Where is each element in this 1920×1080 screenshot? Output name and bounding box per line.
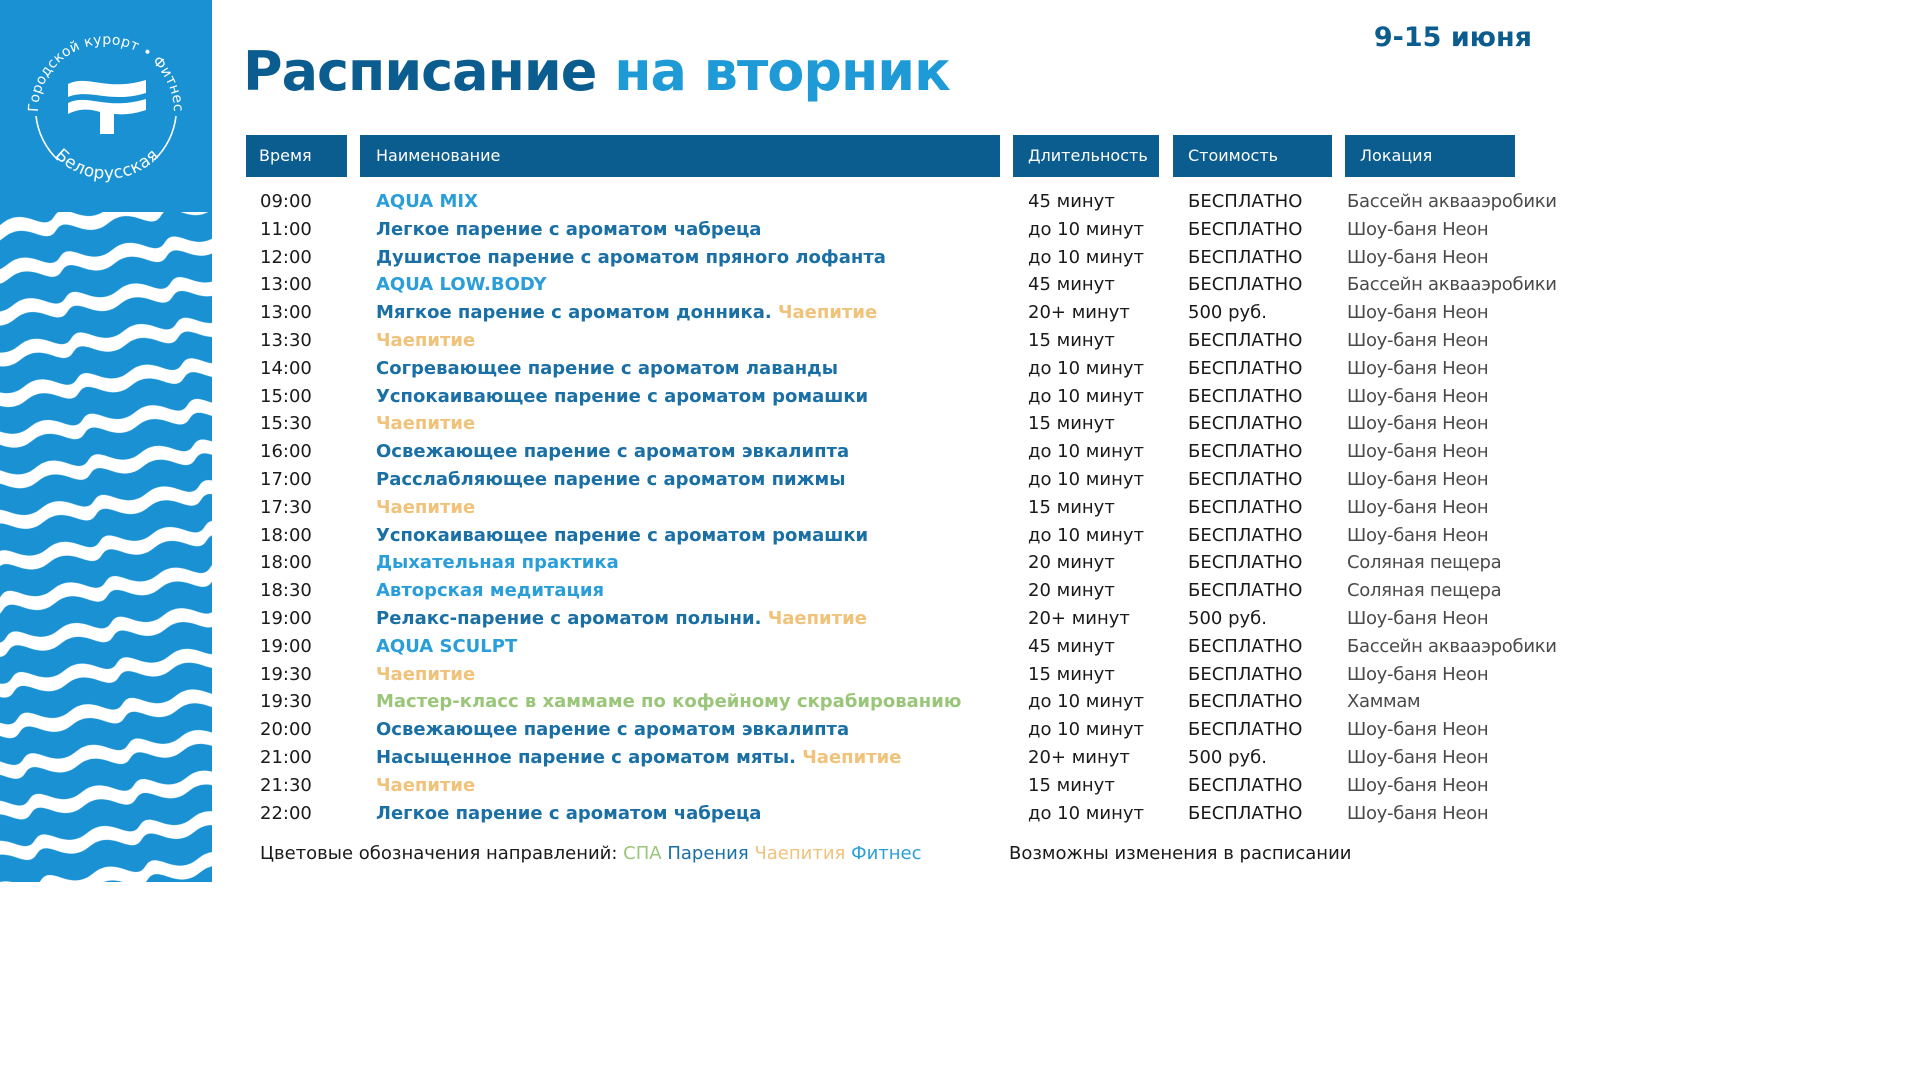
row-time: 16:00 <box>260 441 312 463</box>
row-location: Шоу-баня Неон <box>1347 524 1489 546</box>
row-name-text: Чаепитие <box>376 329 476 351</box>
row-name-text: Дыхательная практика <box>376 552 619 574</box>
row-location: Шоу-баня Неон <box>1347 496 1489 518</box>
row-name-text: AQUA MIX <box>376 191 478 212</box>
row-location: Шоу-баня Неон <box>1347 413 1489 435</box>
legend-label: Цветовые обозначения направлений: <box>260 843 618 864</box>
row-duration: 20+ минут <box>1028 302 1130 324</box>
row-duration: до 10 минут <box>1028 357 1144 379</box>
row-name-text: Мастер-класс в хаммаме по кофейному скрабированию <box>376 691 962 713</box>
row-name <box>376 522 868 550</box>
row-time: 13:30 <box>260 329 312 351</box>
row-duration: до 10 минут <box>1028 719 1144 741</box>
row-cost: БЕСПЛАТНО <box>1188 580 1303 602</box>
row-time: 17:30 <box>260 496 312 518</box>
row-cost: БЕСПЛАТНО <box>1188 274 1303 296</box>
row-cost: БЕСПЛАТНО <box>1188 385 1303 407</box>
logo-emblem <box>0 0 212 212</box>
row-name <box>376 605 867 633</box>
row-cost: 500 руб. <box>1188 746 1267 768</box>
row-name-extra: Чаепитие <box>777 302 878 324</box>
row-time: 21:00 <box>260 746 312 768</box>
row-location: Шоу-баня Неон <box>1347 468 1489 490</box>
row-duration: до 10 минут <box>1028 441 1144 463</box>
table-row <box>0 355 1568 383</box>
table-row <box>0 772 1568 800</box>
row-name <box>376 216 761 244</box>
row-time: 21:30 <box>260 774 312 796</box>
row-time: 11:00 <box>260 218 312 240</box>
row-location: Хаммам <box>1347 691 1421 713</box>
row-duration: 15 минут <box>1028 663 1115 685</box>
legend-fit: Фитнес <box>851 843 922 864</box>
row-name-text: Расслабляющее парение с ароматом пижмы <box>376 468 846 490</box>
table-row <box>0 605 1568 633</box>
svg-text:Городской курорт • Фитнес <box>26 32 186 112</box>
row-name-extra: Чаепитие <box>767 607 867 629</box>
table-row <box>0 244 1568 272</box>
row-name <box>376 716 849 744</box>
row-name <box>376 299 877 327</box>
row-time: 13:00 <box>260 274 312 296</box>
row-location: Шоу-баня Неон <box>1347 663 1489 685</box>
row-duration: 45 минут <box>1028 635 1115 657</box>
table-row <box>0 271 1568 299</box>
svg-text:Белорусская <box>51 145 163 184</box>
row-name-text: Легкое парение с ароматом чабреца <box>376 802 762 824</box>
row-duration: до 10 минут <box>1028 385 1144 407</box>
row-location: Шоу-баня Неон <box>1347 357 1489 379</box>
table-row <box>0 383 1568 411</box>
schedule-note: Возможны изменения в расписании <box>1009 843 1352 864</box>
header-location: Локация <box>1345 135 1515 177</box>
row-cost: БЕСПЛАТНО <box>1188 635 1303 657</box>
row-time: 14:00 <box>260 357 312 379</box>
row-time: 22:00 <box>260 802 312 824</box>
row-name <box>376 244 886 272</box>
row-duration: до 10 минут <box>1028 802 1144 824</box>
row-duration: 45 минут <box>1028 191 1115 212</box>
header-duration: Длительность <box>1013 135 1159 177</box>
row-time: 18:00 <box>260 524 312 546</box>
row-name <box>376 494 475 522</box>
row-location: Шоу-баня Неон <box>1347 246 1489 268</box>
row-cost: 500 руб. <box>1188 607 1267 629</box>
logo-ring-text-top: Городской курорт • Фитнес <box>25 31 187 113</box>
row-duration: 20+ минут <box>1028 607 1130 629</box>
row-time: 13:00 <box>260 302 312 324</box>
row-duration: до 10 минут <box>1028 468 1144 490</box>
row-location: Бассейн аквааэробики <box>1347 274 1557 296</box>
row-duration: 15 минут <box>1028 774 1115 796</box>
row-name-text: Мягкое парение с ароматом донника. <box>376 302 772 324</box>
row-duration: 20+ минут <box>1028 746 1130 768</box>
table-row <box>0 744 1568 772</box>
row-name-text: Согревающее парение с ароматом лаванды <box>376 357 838 379</box>
row-location: Шоу-баня Неон <box>1347 329 1489 351</box>
row-name-text: Освежающее парение с ароматом эвкалипта <box>376 719 850 741</box>
row-cost: БЕСПЛАТНО <box>1188 413 1303 435</box>
legend-park: Парения <box>667 843 749 864</box>
row-duration: до 10 минут <box>1028 246 1144 268</box>
row-cost: БЕСПЛАТНО <box>1188 357 1303 379</box>
row-location: Шоу-баня Неон <box>1347 302 1489 324</box>
row-name-text: Чаепитие <box>376 413 476 435</box>
row-time: 19:30 <box>260 663 312 685</box>
row-duration: до 10 минут <box>1028 524 1144 546</box>
page-title <box>243 40 950 103</box>
row-cost: БЕСПЛАТНО <box>1188 802 1303 824</box>
row-duration: до 10 минут <box>1028 691 1144 713</box>
row-location: Шоу-баня Неон <box>1347 441 1489 463</box>
row-name-text: Душистое парение с ароматом пряного лофанта <box>376 246 886 268</box>
color-legend <box>260 843 922 864</box>
row-cost: БЕСПЛАТНО <box>1188 691 1303 713</box>
row-name-text: Насыщенное парение с ароматом мяты. <box>376 746 796 768</box>
table-row <box>0 661 1568 689</box>
row-name <box>376 355 838 383</box>
row-name-text: AQUA LOW.BODY <box>376 274 547 296</box>
table-row <box>0 688 1568 716</box>
header-name: Наименование <box>360 135 1000 177</box>
row-time: 19:00 <box>260 635 312 657</box>
schedule-table <box>0 188 1568 827</box>
row-cost: БЕСПЛАТНО <box>1188 191 1303 212</box>
table-row <box>0 327 1568 355</box>
row-time: 19:30 <box>260 691 312 713</box>
row-cost: БЕСПЛАТНО <box>1188 774 1303 796</box>
row-name <box>376 410 475 438</box>
row-time: 18:30 <box>260 580 312 602</box>
row-duration: 15 минут <box>1028 413 1115 435</box>
table-row <box>0 299 1568 327</box>
row-cost: БЕСПЛАТНО <box>1188 218 1303 240</box>
row-time: 18:00 <box>260 552 312 574</box>
row-location: Шоу-баня Неон <box>1347 218 1489 240</box>
table-row <box>0 494 1568 522</box>
row-name-text: Авторская медитация <box>376 580 605 602</box>
row-name <box>376 744 901 772</box>
row-name-text: Релакс-парение с ароматом полыни. <box>376 607 762 629</box>
row-name <box>376 661 475 689</box>
date-range: 9-15 июня <box>1373 22 1532 53</box>
row-cost: 500 руб. <box>1188 302 1267 324</box>
table-row <box>0 549 1568 577</box>
row-duration: до 10 минут <box>1028 218 1144 240</box>
row-name <box>376 688 961 716</box>
legend-spa: СПА <box>623 843 662 864</box>
table-row <box>0 466 1568 494</box>
row-name <box>376 800 761 828</box>
row-name <box>376 188 478 216</box>
row-cost: БЕСПЛАТНО <box>1188 552 1303 574</box>
row-name-text: Легкое парение с ароматом чабреца <box>376 218 762 240</box>
row-time: 15:00 <box>260 385 312 407</box>
row-name <box>376 549 619 577</box>
table-row <box>0 800 1568 828</box>
row-name <box>376 438 849 466</box>
row-location: Шоу-баня Неон <box>1347 774 1489 796</box>
table-row <box>0 438 1568 466</box>
logo <box>0 0 212 212</box>
row-time: 09:00 <box>260 191 312 212</box>
row-duration: 15 минут <box>1028 496 1115 518</box>
row-name-extra: Чаепитие <box>802 746 902 768</box>
row-location: Шоу-баня Неон <box>1347 802 1489 824</box>
row-cost: БЕСПЛАТНО <box>1188 246 1303 268</box>
row-name <box>376 383 868 411</box>
logo-ring-text-bottom: Белорусская <box>51 145 163 184</box>
row-name-text: Чаепитие <box>376 496 476 518</box>
row-location: Бассейн аквааэробики <box>1347 635 1557 657</box>
row-time: 17:00 <box>260 468 312 490</box>
row-name-text: AQUA SCULPT <box>376 635 518 657</box>
row-name-text: Освежающее парение с ароматом эвкалипта <box>376 441 850 463</box>
header-time: Время <box>246 135 347 177</box>
table-row <box>0 716 1568 744</box>
table-row <box>0 577 1568 605</box>
row-cost: БЕСПЛАТНО <box>1188 329 1303 351</box>
row-duration: 20 минут <box>1028 580 1115 602</box>
row-cost: БЕСПЛАТНО <box>1188 496 1303 518</box>
table-row <box>0 522 1568 550</box>
row-name <box>376 327 475 355</box>
row-location: Шоу-баня Неон <box>1347 607 1489 629</box>
row-name-text: Чаепитие <box>376 663 476 685</box>
title-part1: Расписание <box>243 40 597 103</box>
row-location: Шоу-баня Неон <box>1347 746 1489 768</box>
row-name <box>376 772 475 800</box>
legend-tea: Чаепития <box>754 843 846 864</box>
row-name-text: Чаепитие <box>376 774 476 796</box>
row-time: 12:00 <box>260 246 312 268</box>
row-cost: БЕСПЛАТНО <box>1188 524 1303 546</box>
row-cost: БЕСПЛАТНО <box>1188 663 1303 685</box>
title-part2: на вторник <box>614 40 950 103</box>
row-location: Соляная пещера <box>1347 552 1502 574</box>
table-row <box>0 216 1568 244</box>
row-location: Соляная пещера <box>1347 580 1502 602</box>
row-location: Шоу-баня Неон <box>1347 719 1489 741</box>
table-row <box>0 410 1568 438</box>
row-duration: 15 минут <box>1028 329 1115 351</box>
row-time: 15:30 <box>260 413 312 435</box>
row-name <box>376 466 846 494</box>
row-name <box>376 633 517 661</box>
row-name-text: Успокаивающее парение с ароматом ромашки <box>376 385 869 407</box>
row-location: Шоу-баня Неон <box>1347 385 1489 407</box>
row-cost: БЕСПЛАТНО <box>1188 441 1303 463</box>
row-duration: 45 минут <box>1028 274 1115 296</box>
header-cost: Стоимость <box>1173 135 1332 177</box>
row-duration: 20 минут <box>1028 552 1115 574</box>
row-cost: БЕСПЛАТНО <box>1188 468 1303 490</box>
table-row <box>0 633 1568 661</box>
table-row <box>0 188 1568 216</box>
row-name <box>376 271 547 299</box>
row-time: 20:00 <box>260 719 312 741</box>
row-name-text: Успокаивающее парение с ароматом ромашки <box>376 524 869 546</box>
row-time: 19:00 <box>260 607 312 629</box>
row-cost: БЕСПЛАТНО <box>1188 719 1303 741</box>
row-location: Бассейн аквааэробики <box>1347 191 1557 212</box>
row-name <box>376 577 604 605</box>
